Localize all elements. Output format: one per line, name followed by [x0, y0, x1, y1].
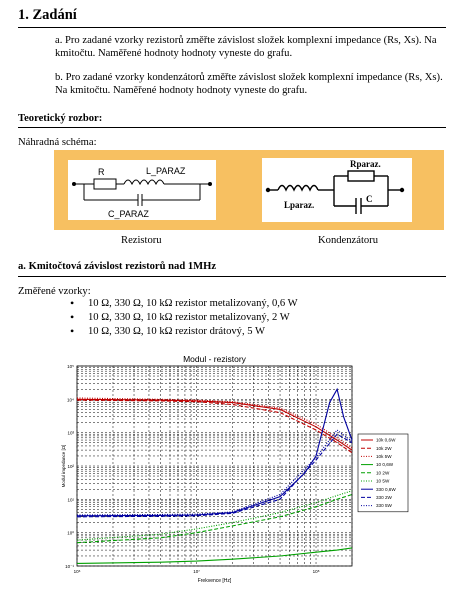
legend-label: 10k 2W — [376, 445, 392, 451]
samples-list — [58, 297, 298, 339]
schema-label: Náhradná schéma: — [18, 137, 97, 148]
capacitor-caption: Kondenzátoru — [318, 235, 379, 246]
legend-label: 330 5W — [376, 503, 392, 509]
sample-item: • 10 Ω, 330 Ω, 10 kΩ rezistor metalizovaný, 0,6 W — [88, 297, 298, 311]
resistor-c-label: C_PARAZ — [108, 209, 149, 219]
resistor-caption: Rezistoru — [121, 235, 162, 246]
resistor-circuit-diagram — [68, 160, 216, 220]
y-tick-label: 10⁵ — [67, 364, 74, 369]
chart-title: Modul - rezistory — [183, 354, 246, 364]
resistor-r-label: R — [98, 167, 105, 177]
legend-label: 330 2W — [376, 495, 392, 500]
schema-panel — [54, 150, 444, 230]
capacitor-schema — [262, 158, 412, 222]
section-a-rule — [18, 276, 446, 277]
x-tick-label: 10⁸ — [312, 569, 320, 574]
capacitor-r-label: Rparaz. — [350, 159, 381, 169]
y-tick-label: 10³ — [67, 430, 74, 436]
theory-heading: Teoretický rozbor: — [18, 113, 103, 124]
impedance-chart — [57, 352, 413, 584]
legend-label: 10 5W — [376, 478, 390, 484]
legend-label: 10k 0,6W — [376, 437, 396, 443]
sample-item: • 10 Ω, 330 Ω, 10 kΩ rezistor drátový, 5 W — [88, 325, 298, 339]
capacitor-circuit-diagram — [262, 158, 412, 222]
section-a-heading: a. Kmitočtová závislost rezistorů nad 1MHz — [18, 261, 217, 272]
y-tick-label: 10¹ — [67, 497, 74, 503]
resistor-schema — [68, 160, 216, 220]
theory-rule — [18, 127, 446, 128]
capacitor-c-label: C — [366, 194, 373, 204]
legend-label: 10 0,6W — [376, 462, 394, 468]
y-tick-label: 10⁴ — [67, 397, 74, 403]
task-a: a. Pro zadané vzorky rezistorů změřte závislost složek komplexní impedance (Rs, Xs). Na kmitočtu. Naměřené hodnoty hodnoty vyneste do grafu. — [55, 35, 437, 59]
legend-label: 10k 5W — [376, 454, 392, 459]
title-rule — [18, 27, 446, 28]
x-axis-label: Frekvence [Hz] — [197, 578, 232, 584]
chart-svg — [57, 352, 413, 584]
y-tick-label: 10² — [67, 464, 74, 469]
sample-item: • 10 Ω, 330 Ω, 10 kΩ rezistor metalizovaný, 2 W — [88, 311, 298, 325]
task-b: b. Pro zadané vzorky kondenzátorů změřte závislost složek komplexní impedance (Rs, Xs). Na kmitočtu. Naměřené hodnoty hodnoty vyneste do grafu. — [55, 72, 443, 96]
y-tick-label: 10⁻¹ — [65, 564, 74, 569]
x-tick-label: 10⁶ — [73, 569, 81, 574]
legend-label: 10 2W — [376, 470, 390, 476]
x-tick-label: 10⁷ — [193, 569, 200, 574]
legend-label: 330 0,6W — [376, 486, 396, 492]
samples-label: Změřené vzorky: — [18, 286, 91, 297]
y-tick-label: 10⁰ — [67, 530, 74, 536]
resistor-l-label: L_PARAZ — [146, 166, 186, 176]
section-title: 1. Zadání — [18, 7, 77, 23]
capacitor-l-label: Lparaz. — [284, 200, 315, 210]
y-axis-label: Modul impedance [Ω] — [61, 444, 66, 488]
